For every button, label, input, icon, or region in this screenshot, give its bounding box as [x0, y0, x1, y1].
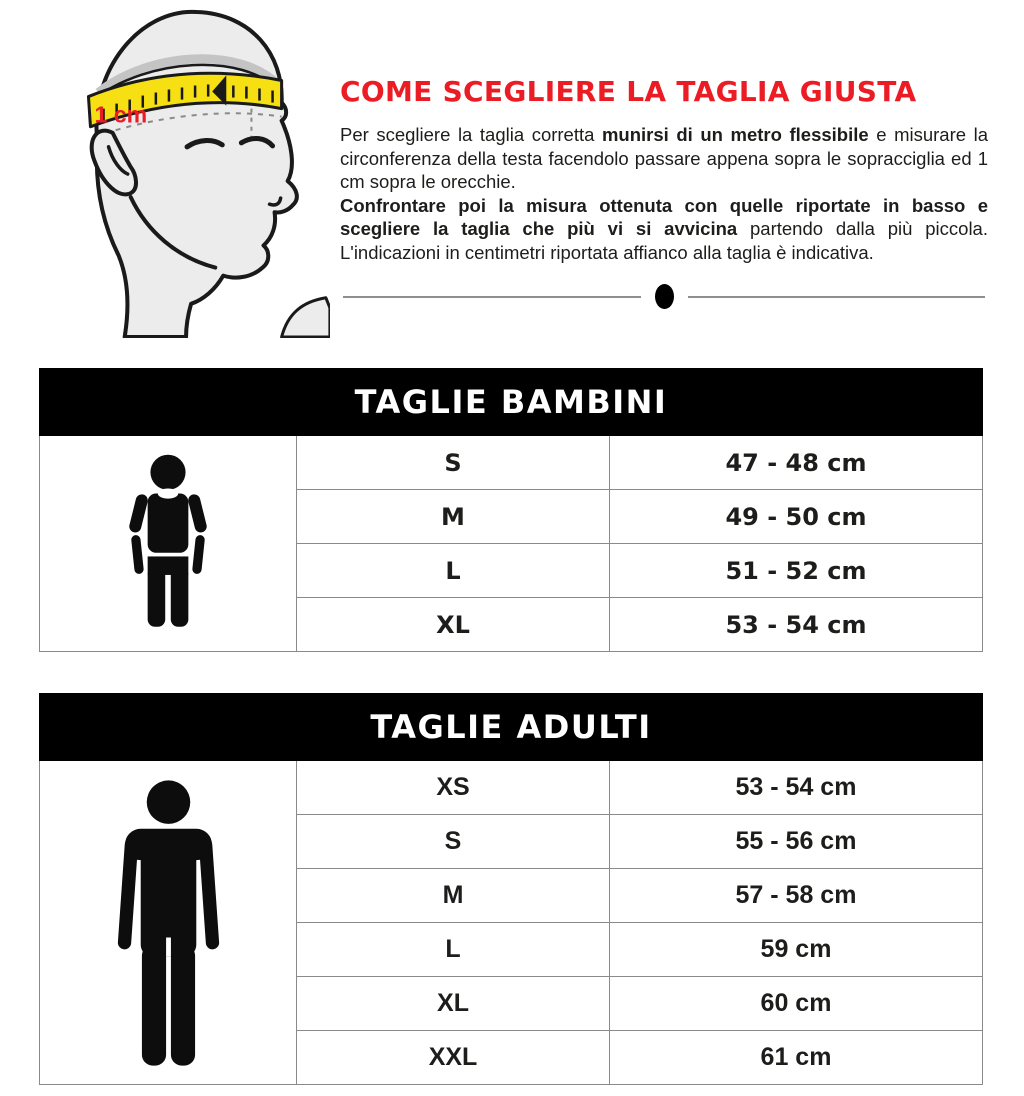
- size-label: L: [297, 923, 610, 976]
- size-range: 59 cm: [760, 935, 832, 963]
- size-range: 60 cm: [760, 989, 832, 1017]
- head-measurement-illustration: [28, 4, 330, 338]
- intro-p1-regular-2: e misurare la circonferenza della testa facendolo passare appena sopra le sopracciglia ed 1 cm sopra le orecchie.: [340, 124, 988, 192]
- kids-row-s: [297, 436, 982, 489]
- intro-paragraph-2: [340, 194, 988, 265]
- size-range: 53 - 54 cm: [735, 773, 857, 801]
- kids-row-xl: [297, 597, 982, 651]
- adults-table-title: TAGLIE ADULTI: [39, 693, 983, 761]
- size-range: 47 - 48 cm: [725, 448, 867, 477]
- size-range: 61 cm: [760, 1043, 832, 1071]
- intro-paragraph-1: [340, 123, 988, 194]
- size-label: S: [297, 436, 610, 489]
- adults-row-m: [297, 868, 982, 922]
- adults-row-xl: [297, 976, 982, 1030]
- size-range: 55 - 56 cm: [735, 827, 857, 855]
- size-range: 51 - 52 cm: [725, 556, 867, 585]
- kids-row-l: [297, 543, 982, 597]
- divider-dot: [655, 284, 674, 309]
- one-cm-label: 1 cm: [94, 101, 148, 128]
- section-divider: [340, 284, 988, 309]
- size-range: 53 - 54 cm: [725, 610, 867, 639]
- size-label: XL: [297, 977, 610, 1030]
- intro-p1-bold: munirsi di un metro flessibile: [601, 124, 869, 145]
- adult-figure-icon: [40, 761, 297, 1084]
- size-label: XS: [297, 761, 610, 814]
- intro-p2-regular: partendo dalla più piccola. L'indicazioni in centimetri riportata affianco alla taglia è indicativa.: [340, 218, 988, 263]
- kids-rows: [297, 436, 982, 651]
- adults-size-table: [39, 693, 983, 1085]
- size-label: M: [297, 869, 610, 922]
- adults-table-body: [39, 761, 983, 1085]
- adults-rows: [297, 761, 982, 1084]
- kids-size-table: [39, 368, 983, 652]
- adults-row-xxl: [297, 1030, 982, 1084]
- intro-p1-regular: Per scegliere la taglia corretta: [340, 124, 602, 145]
- size-label: M: [297, 490, 610, 543]
- kids-table-body: [39, 436, 983, 652]
- adults-row-xs: [297, 761, 982, 814]
- page-title: COME SCEGLIERE LA TAGLIA GIUSTA: [340, 75, 917, 108]
- child-figure-icon: [40, 436, 297, 651]
- size-label: L: [297, 544, 610, 597]
- adults-row-l: [297, 922, 982, 976]
- divider-line-left: [343, 296, 641, 298]
- adults-row-s: [297, 814, 982, 868]
- intro-p2-bold: Confrontare poi la misura ottenuta con quelle riportate in basso e scegliere la taglia che più vi si avvicina: [340, 194, 988, 239]
- how-to-measure-section: [0, 0, 1024, 352]
- size-range: 57 - 58 cm: [735, 881, 857, 909]
- intro-copy: [340, 0, 988, 352]
- size-label: S: [297, 815, 610, 868]
- size-label: XXL: [297, 1031, 610, 1084]
- head-with-tape-icon: [28, 4, 330, 338]
- divider-line-right: [688, 296, 986, 298]
- size-range: 49 - 50 cm: [725, 502, 867, 531]
- size-label: XL: [297, 598, 610, 651]
- kids-table-title: TAGLIE BAMBINI: [39, 368, 983, 436]
- kids-row-m: [297, 489, 982, 543]
